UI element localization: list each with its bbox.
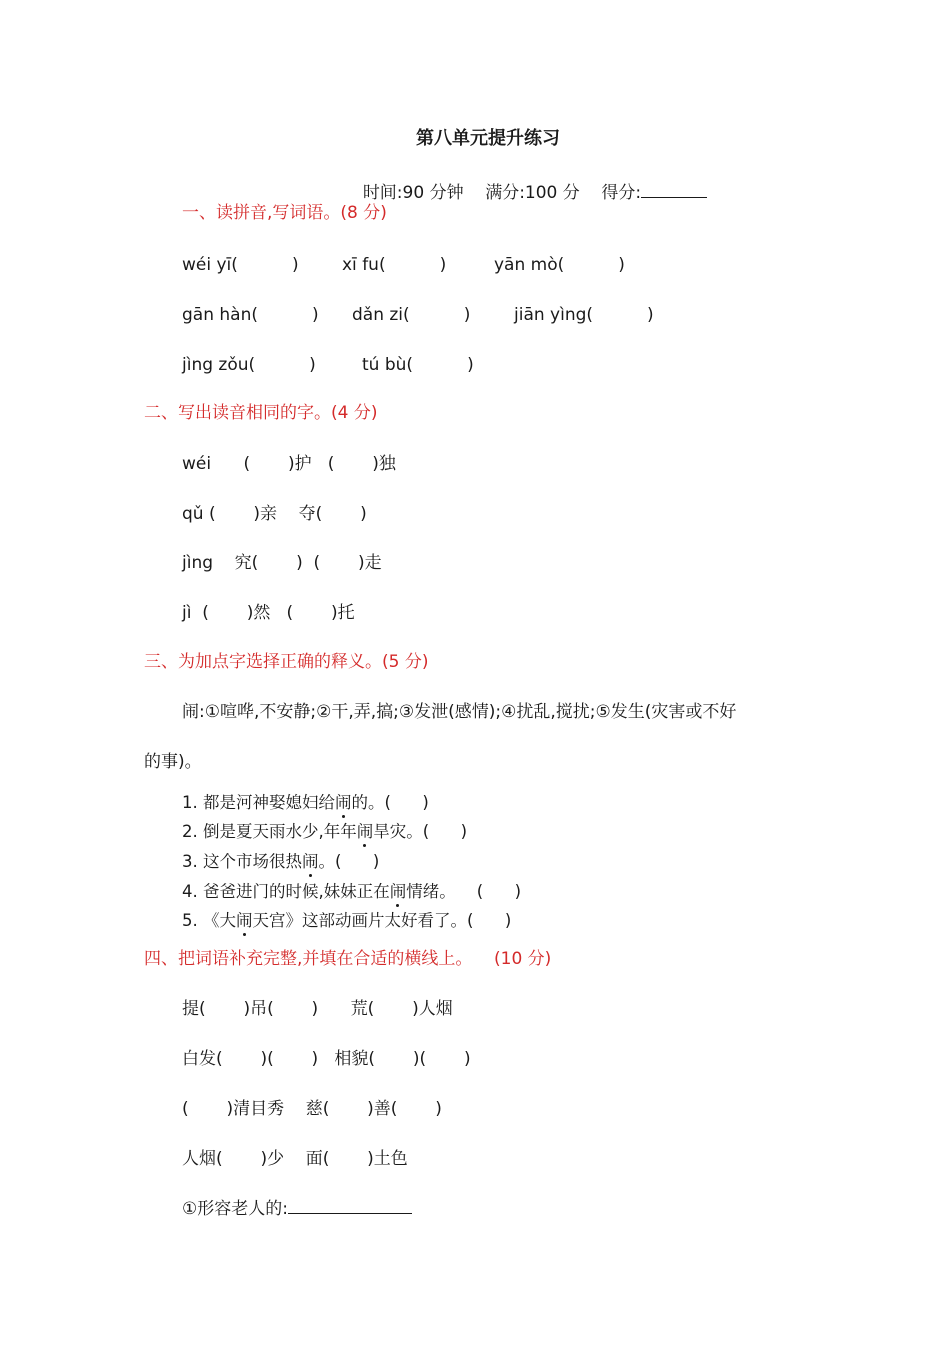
question-item[interactable] — [182, 911, 511, 931]
fill-prompt: ①形容老人的: — [182, 1199, 288, 1219]
question-text: 1. 都是河神娶媳妇给 — [182, 793, 335, 812]
section1-heading: 一、读拼音,写词语。(8 分) — [182, 203, 387, 223]
dotted-char: 闹 — [335, 793, 352, 812]
question-text: 的。( ) — [351, 793, 429, 812]
score-blank[interactable] — [641, 197, 707, 198]
question-item[interactable] — [182, 852, 379, 872]
pinyin-item[interactable]: tú bù( ) — [362, 355, 474, 375]
idiom-row[interactable]: 人烟( )少 面( )土色 — [182, 1149, 408, 1169]
full-score: 满分:100 分 — [485, 183, 580, 204]
idiom-row[interactable]: 提( )吊( ) 荒( )人烟 — [182, 999, 453, 1019]
dotted-char: 闹 — [236, 911, 253, 930]
exam-info — [352, 163, 707, 204]
question-text: 旱灾。( ) — [373, 822, 468, 841]
section4-heading: 四、把词语补充完整,并填在合适的横线上。 (10 分) — [144, 949, 552, 969]
question-text: 4. 爸爸进门的时候,妹妹正在 — [182, 882, 390, 901]
pinyin-item[interactable]: jìng zǒu( ) — [182, 355, 316, 375]
question-item[interactable] — [182, 822, 467, 842]
section3-heading: 三、为加点字选择正确的释义。(5 分) — [144, 652, 429, 672]
pinyin-item[interactable]: yān mò( ) — [494, 255, 625, 275]
definition-text: 闹:①喧哗,不安静;②干,弄,搞;③发泄(感情);④扰乱,搅扰;⑤发生(灾害或不好 — [182, 702, 737, 722]
fill-line — [182, 1199, 412, 1219]
question-text: 2. 倒是夏天雨水少,年年 — [182, 822, 357, 841]
definition-text: 的事)。 — [144, 752, 202, 772]
idiom-row[interactable]: 白发( )( ) 相貌( )( ) — [182, 1049, 471, 1069]
question-text: 天宫》这部动画片太好看了。( ) — [252, 911, 512, 930]
question-text: 情绪。 ( ) — [406, 882, 522, 901]
question-text: 。( ) — [318, 852, 380, 871]
pinyin-item[interactable]: dǎn zi( ) — [352, 305, 471, 325]
pinyin-item[interactable]: xī fu( ) — [342, 255, 447, 275]
time-limit: 时间:90 分钟 — [362, 183, 464, 204]
pinyin-item[interactable]: wéi yī( ) — [182, 255, 299, 275]
homophone-row[interactable]: qǔ ( )亲 夺( ) — [182, 504, 367, 524]
pinyin-item[interactable]: jiān yìng( ) — [514, 305, 654, 325]
answer-blank[interactable] — [288, 1213, 412, 1214]
question-item[interactable] — [182, 793, 429, 813]
homophone-row[interactable]: wéi ( )护 ( )独 — [182, 454, 396, 474]
section2-heading: 二、写出读音相同的字。(4 分) — [144, 403, 378, 423]
idiom-row[interactable]: ( )清目秀 慈( )善( ) — [182, 1099, 442, 1119]
page-title: 第八单元提升练习 — [416, 128, 560, 149]
question-item[interactable] — [182, 882, 521, 902]
homophone-row[interactable]: jì ( )然 ( )托 — [182, 603, 355, 623]
score-label: 得分: — [601, 183, 642, 204]
dotted-char: 闹 — [389, 882, 407, 901]
homophone-row[interactable]: jìng 究( ) ( )走 — [182, 553, 382, 573]
question-text: 3. 这个市场很热 — [182, 852, 302, 871]
dotted-char: 闹 — [356, 822, 374, 841]
question-text: 5. 《大 — [182, 911, 236, 930]
dotted-char: 闹 — [302, 852, 319, 871]
pinyin-item[interactable]: gān hàn( ) — [182, 305, 319, 325]
